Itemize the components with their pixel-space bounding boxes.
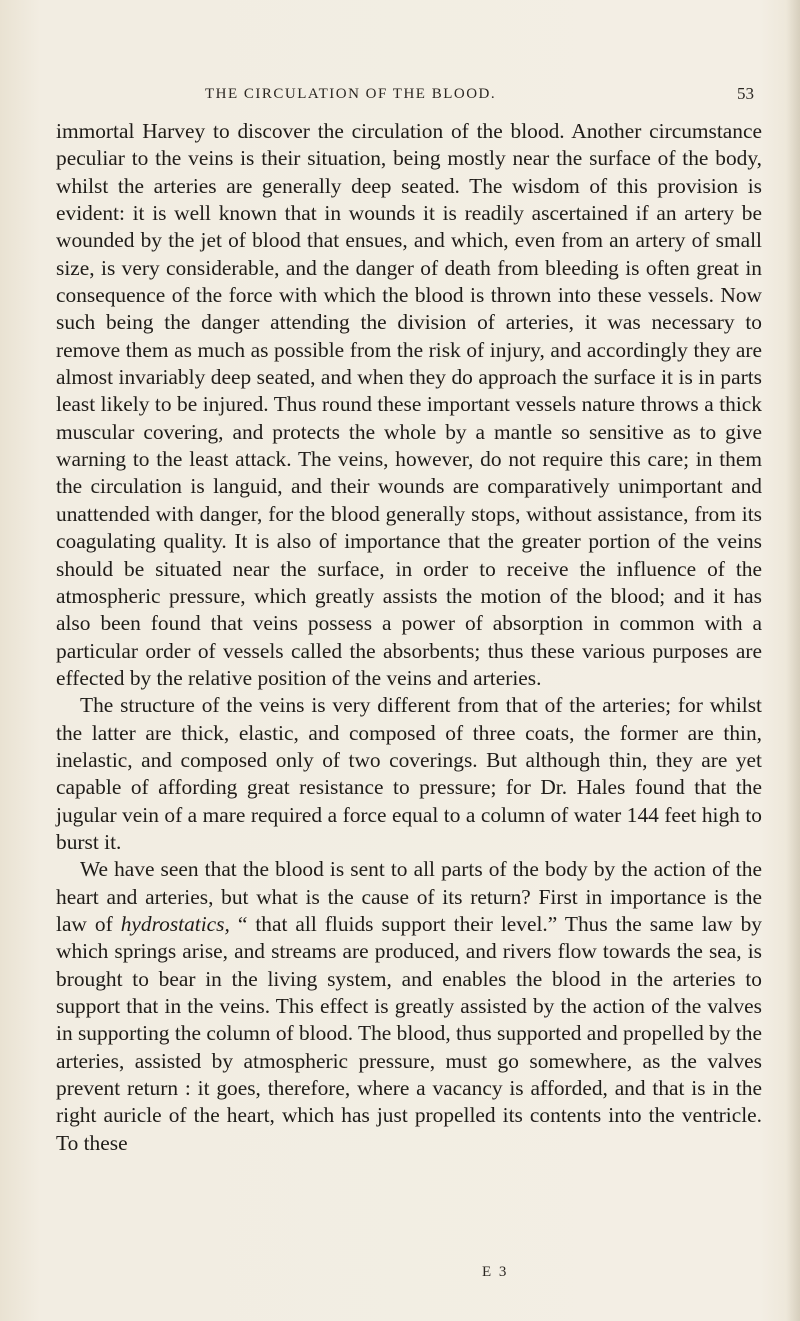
paragraph-3-text-start: We have seen that the blood is sent to all parts of the body by the action of the heart and arteries, but what is the cause of its return? First in importance is the law of — [56, 857, 762, 936]
paragraph-3-text-end: “ that all fluids support their level.” Thus the same law by which springs arise, and streams are produced, and rivers flow towards the sea, is brought to bear in the living system, and enables the blood in the arteries to support that in the veins. This effect is greatly assisted by the action of the valves in supporting the column of blood. The blood, thus supported and propelled by the arteries, assisted by atmospheric pressure, must go somewhere, as the valves prevent return : it goes, therefore, where a vacancy is afforded, and that is in the right auricle of the heart, which has just propelled its contents into the ventricle. To these — [56, 911, 762, 1155]
body-text — [56, 118, 762, 1157]
paragraph-3 — [56, 856, 762, 1157]
paragraph-1: immortal Harvey to discover the circulation of the blood. Another circumstance peculiar to the veins is their situation, being mostly near the surface of the body, whilst the arteries are generally deep seated. The wisdom of this provision is evident: it is well known that in wounds it is readily ascertained if an artery be wounded by the jet of blood that ensues, and which, even from an artery of small size, is very considerable, and the danger of death from bleeding is often great in consequence of the force with which the blood is thrown into these vessels. Now such being the danger attending the division of arteries, it was necessary to remove them as much as possible from the risk of injury, and accordingly they are almost invariably deep seated, and when they do approach the surface it is in parts least likely to be injured. Thus round these important vessels nature throws a thick muscular covering, and protects the whole by a mantle so sensitive as to give warning to the least attack. The veins, however, do not require this care; in them the circulation is languid, and their wounds are comparatively unimportant and unattended with danger, for the blood generally stops, without assistance, from its coagulating quality. It is also of importance that the greater portion of the veins should be situated near the surface, in order to receive the influence of the atmospheric pressure, which greatly assists the motion of the blood; and it has also been found that veins possess a power of absorption in common with a particular order of vessels called the absorbents; thus these various purposes are effected by the relative position of the veins and arteries. — [56, 119, 762, 690]
italic-term: hydrostatics, — [120, 911, 230, 936]
page-edge-shadow — [786, 0, 800, 1321]
signature-mark: E 3 — [482, 1264, 509, 1280]
running-head: THE CIRCULATION OF THE BLOOD. — [205, 86, 497, 102]
page-number: 53 — [737, 84, 754, 103]
paragraph-2: The structure of the veins is very different from that of the arteries; for whilst the latter are thick, elastic, and composed of three coats, the former are thin, inelastic, and composed only of two coverings. But although thin, they are yet capable of affording great resistance to pressure; for Dr. Hales found that the jugular vein of a mare required a force equal to a column of water 144 feet high to burst it. — [56, 693, 762, 854]
